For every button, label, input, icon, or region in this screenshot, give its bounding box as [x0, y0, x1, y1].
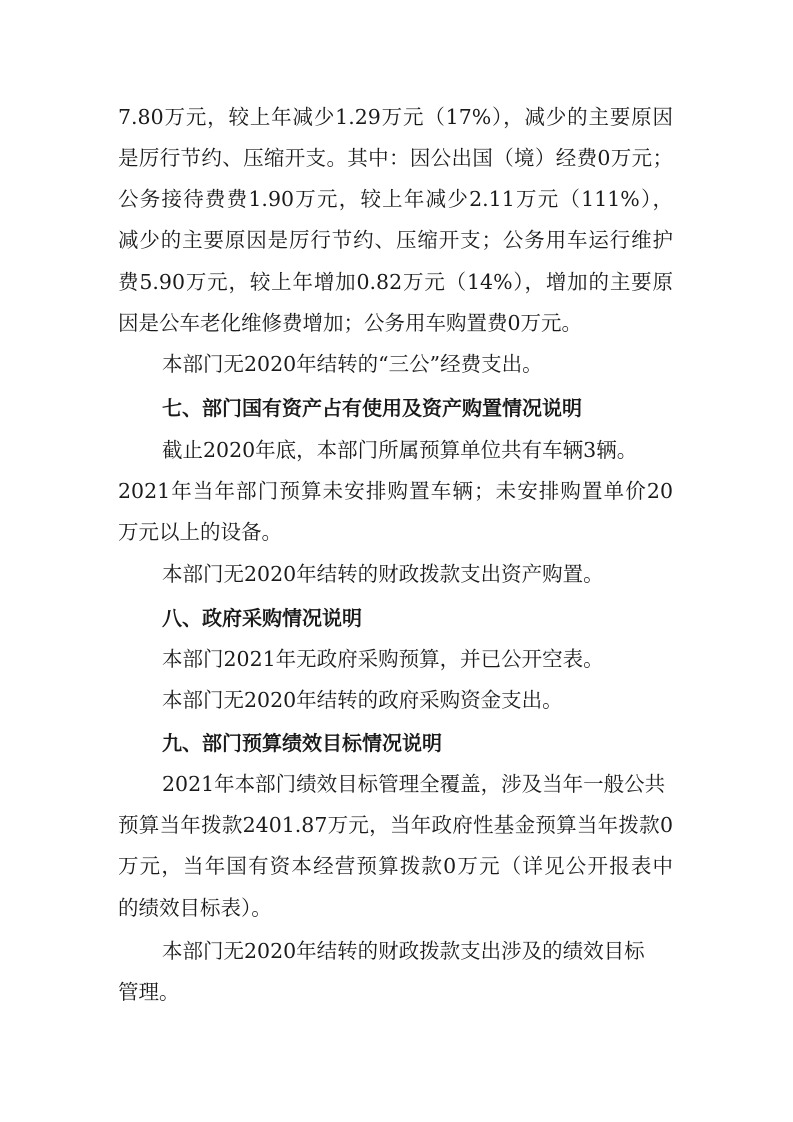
text-line: 万元，当年国有资本经营预算拨款0万元（详见公开报表中	[118, 854, 673, 878]
text-line: 预算当年拨款2401.87万元，当年政府性基金预算当年拨款0	[118, 813, 673, 837]
paragraph-start: 2021年本部门绩效目标管理全覆盖，涉及当年一般公共	[162, 772, 666, 796]
text-line: 的绩效目标表）。	[118, 896, 272, 920]
paragraph-start: 本部门2021年无政府采购预算，并已公开空表。	[162, 647, 604, 671]
text-line: 因是公车老化维修费增加；公务用车购置费0万元。	[118, 311, 583, 335]
text-line: 7.80万元，较上年减少1.29万元（17%），减少的主要原因	[118, 105, 673, 129]
paragraph-start: 本部门无2020年结转的财政拨款支出资产购置。	[162, 562, 604, 586]
text-line: 2021年当年部门预算未安排购置车辆；未安排购置单价20	[118, 479, 673, 503]
section-heading-9: 九、部门预算绩效目标情况说明	[162, 731, 442, 755]
section-heading-8: 八、政府采购情况说明	[162, 606, 362, 630]
paragraph-start: 截止2020年底，本部门所属预算单位共有车辆3辆。	[162, 438, 638, 462]
paragraph-start: 本部门无2020年结转的财政拨款支出涉及的绩效目标	[162, 939, 645, 963]
text-line: 减少的主要原因是厉行节约、压缩开支；公务用车运行维护	[118, 228, 673, 252]
text-line: 管理。	[118, 980, 180, 1004]
paragraph-start: 本部门无2020年结转的“三公”经费支出。	[162, 352, 543, 376]
section-heading-7: 七、部门国有资产占有使用及资产购置情况说明	[162, 396, 582, 420]
text-line: 费5.90万元，较上年增加0.82万元（14%），增加的主要原	[118, 270, 673, 294]
text-line: 公务接待费费1.90万元，较上年减少2.11万元（111%），	[118, 187, 673, 211]
text-line: 是厉行节约、压缩开支。其中：因公出国（境）经费0万元；	[118, 146, 673, 170]
paragraph-start: 本部门无2020年结转的政府采购资金支出。	[162, 688, 563, 712]
text-line: 万元以上的设备。	[118, 520, 282, 544]
